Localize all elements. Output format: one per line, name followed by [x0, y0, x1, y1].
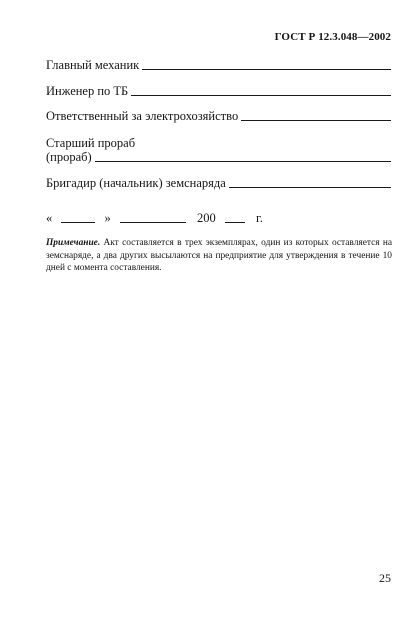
signature-line [229, 176, 391, 188]
signature-label: Старший прораб [46, 136, 136, 150]
page-number: 25 [379, 571, 391, 585]
year-suffix: г. [256, 211, 263, 225]
month-blank [120, 211, 186, 223]
signature-label-sub: (прораб) [46, 150, 92, 164]
note-paragraph [46, 237, 392, 275]
signature-label: Бригадир (начальник) земснаряда [46, 176, 226, 190]
close-quote: » [104, 211, 111, 225]
date-line [46, 211, 263, 225]
signature-line [95, 150, 391, 162]
signature-line [131, 84, 391, 96]
year-prefix: 200 [197, 211, 216, 225]
day-blank [61, 211, 95, 223]
signature-row-brigadier [46, 176, 391, 190]
signature-line [241, 109, 391, 121]
signature-row-safety-engineer [46, 84, 391, 98]
signature-row-electrical-responsible [46, 109, 391, 123]
signature-row-chief-mechanic [46, 58, 391, 72]
signature-label: Инженер по ТБ [46, 84, 129, 98]
signature-row-senior-foreman [46, 136, 391, 164]
year-blank [225, 211, 245, 223]
signature-label: Ответственный за электрохозяйство [46, 109, 239, 123]
note-label: Примечание. [46, 238, 101, 248]
signature-line [142, 58, 391, 70]
document-header: ГОСТ Р 12.3.048—2002 [274, 31, 391, 43]
signature-label: Главный механик [46, 58, 140, 72]
open-quote: « [46, 211, 53, 225]
note-text: Акт составляется в трех экземплярах, один из которых оставляется на земснаряде, а два других высылаются на предприятие для утверждения в течение 10 дней с момента составления. [46, 238, 393, 273]
